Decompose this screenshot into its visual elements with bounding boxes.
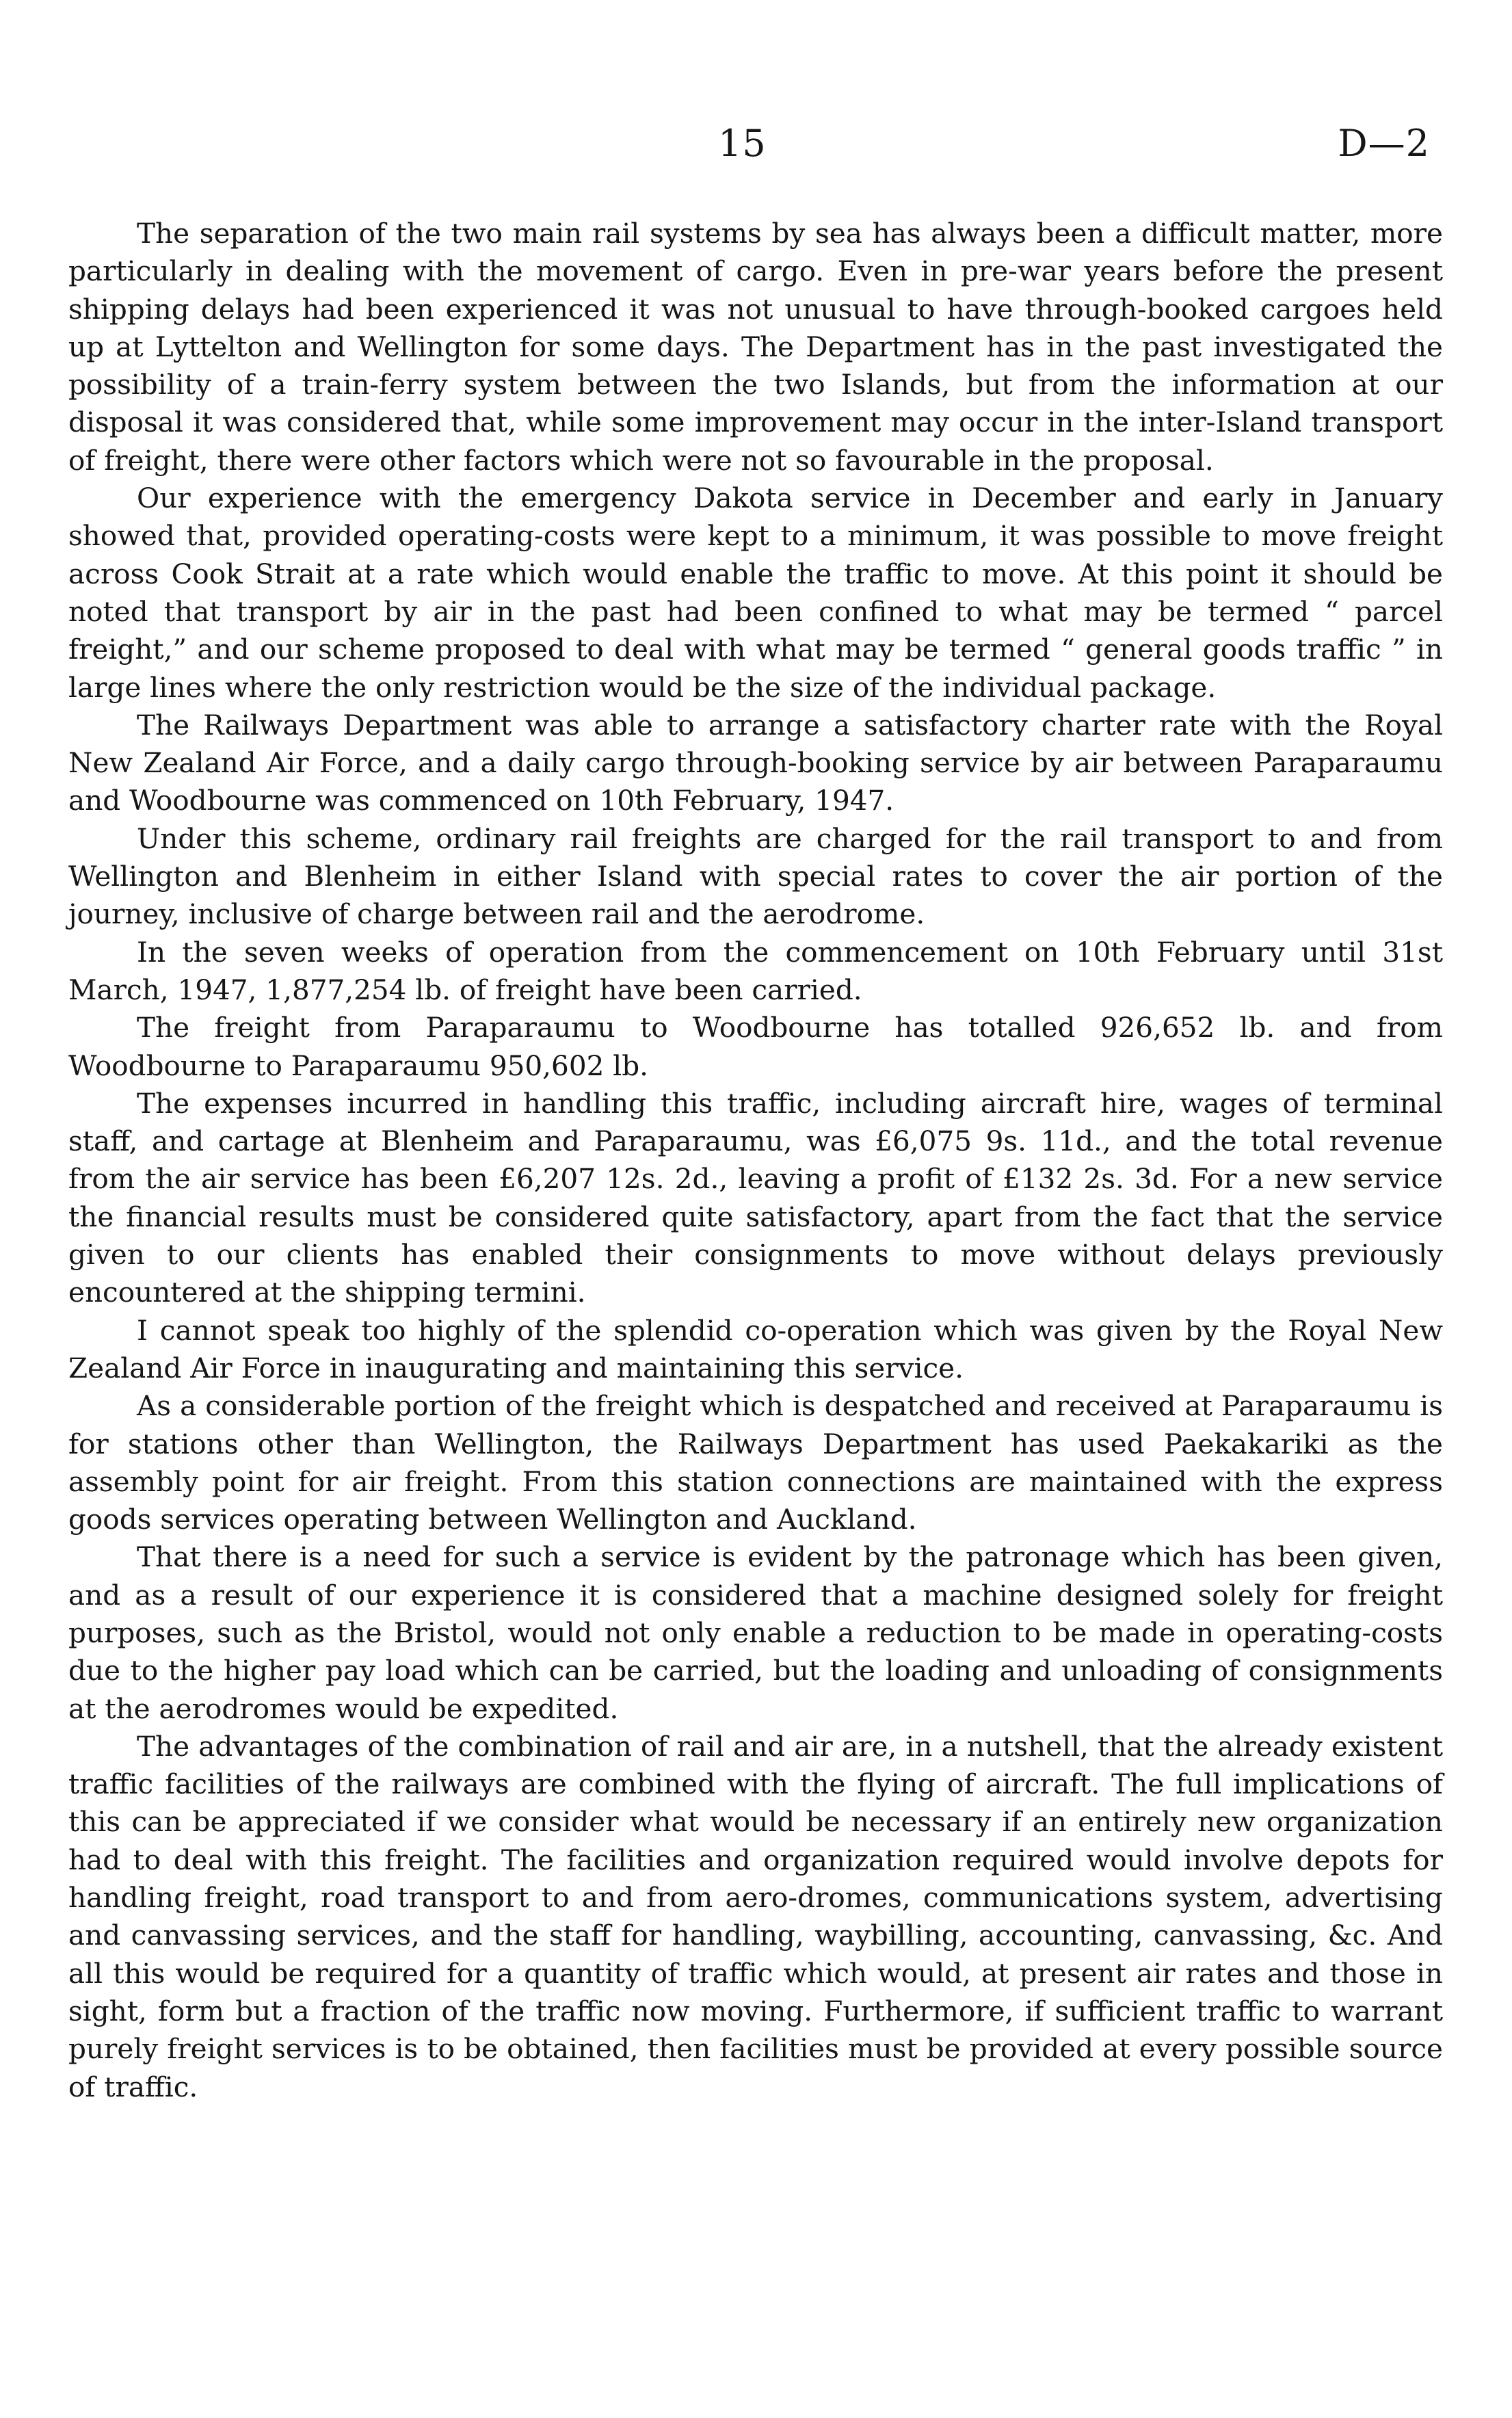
paragraph-bristol: That there is a need for such a service is evident by the patronage which has been given, and as a result of our experience it is considered that a machine designed solely for freight purposes, such as the Bristol, would not only enable a reduction to be made in operating-costs due to the higher pay load which can be carried, but the loading and unloading of consignments at the aerodromes would be expedited.	[68, 1540, 1443, 1725]
paragraph-rail-and-air-advantages: The advantages of the combination of rail and air are, in a nutshell, that the already existent traffic facilities of the railways are combined with the flying of aircraft. The full implications of this can be appreciated if we consider what would be necessary if an entirely new organization had to deal with this freight. The facilities and organization required would involve depots for handling freight, road transport to and from aero-dromes, communications system, advertising and canvassing services, and the staff for handling, waybilling, accounting, canvassing, &c. And all this would be required for a quantity of traffic which would, at present air rates and those in sight, form but a fraction of the traffic now moving. Furthermore, if sufficient traffic to warrant purely freight services is to be obtained, then facilities must be provided at every possible source of traffic.	[68, 1729, 1443, 2103]
paragraph-paekakariki: As a considerable portion of the freight which is despatched and received at Paraparaumu is for stations other than Wellington, the Railways Department has used Paekakariki as the assembly point for air freight. From this station connections are maintained with the express goods services operating between Wellington and Auckland.	[68, 1389, 1443, 1536]
paragraph-dakota-service: Our experience with the emergency Dakota service in December and early in January showed that, provided operating-costs were kept to a minimum, it was possible to move freight across Cook Strait at a rate which would enable the traffic to move. At this point it should be noted that transport by air in the past had been confined to what may be termed “ parcel freight,” and our scheme proposed to deal with what may be termed “ general goods traffic ” in large lines where the only restriction would be the size of the individual package.	[68, 482, 1443, 704]
paragraph-charter-rate: The Railways Department was able to arrange a satisfactory charter rate with the Royal New Zealand Air Force, and a daily cargo through-booking service by air between Paraparaumu and Woodbourne was commenced on 10th February, 1947.	[68, 708, 1443, 817]
paragraph-seven-weeks: In the seven weeks of operation from the commencement on 10th February until 31st March, 1947, 1,877,254 lb. of freight have been carried.	[68, 935, 1443, 1006]
paragraph-air-force-cooperation: I cannot speak too highly of the splendid co-operation which was given by the Royal New Zealand Air Force in inaugurating and maintaining this service.	[68, 1313, 1443, 1384]
paragraph-expenses: The expenses incurred in handling this traffic, including aircraft hire, wages of terminal staff, and cartage at Blenheim and Paraparaumu, was £6,075 9s. 11d., and the total revenue from the air service has been £6,207 12s. 2d., leaving a profit of £132 2s. 3d. For a new service the financial results must be considered quite satisfactory, apart from the fact that the service given to our clients has enabled their consignments to move without delays previously encountered at the shipping termini.	[68, 1086, 1443, 1309]
document-reference: D—2	[1338, 122, 1430, 165]
page-number: 15	[718, 122, 767, 165]
paragraph-freight-totals: The freight from Paraparaumu to Woodbourne has totalled 926,652 lb. and from Woodbourne to Paraparaumu 950,602 lb.	[68, 1011, 1443, 1082]
paragraph-rail-freights: Under this scheme, ordinary rail freights are charged for the rail transport to and from Wellington and Blenheim in either Island with special rates to cover the air portion of the journey, inclusive of charge between rail and the aerodrome.	[68, 822, 1443, 931]
body-text	[68, 215, 1443, 2106]
paragraph-train-ferry: The separation of the two main rail systems by sea has always been a difficult matter, more particularly in dealing with the movement of cargo. Even in pre-war years before the present shipping delays had been experienced it was not unusual to have through-booked cargoes held up at Lyttelton and Wellington for some days. The Department has in the past investigated the possibility of a train-ferry system between the two Islands, but from the information at our disposal it was considered that, while some improvement may occur in the inter-Island transport of freight, there were other factors which were not so favourable in the proposal.	[68, 217, 1443, 477]
